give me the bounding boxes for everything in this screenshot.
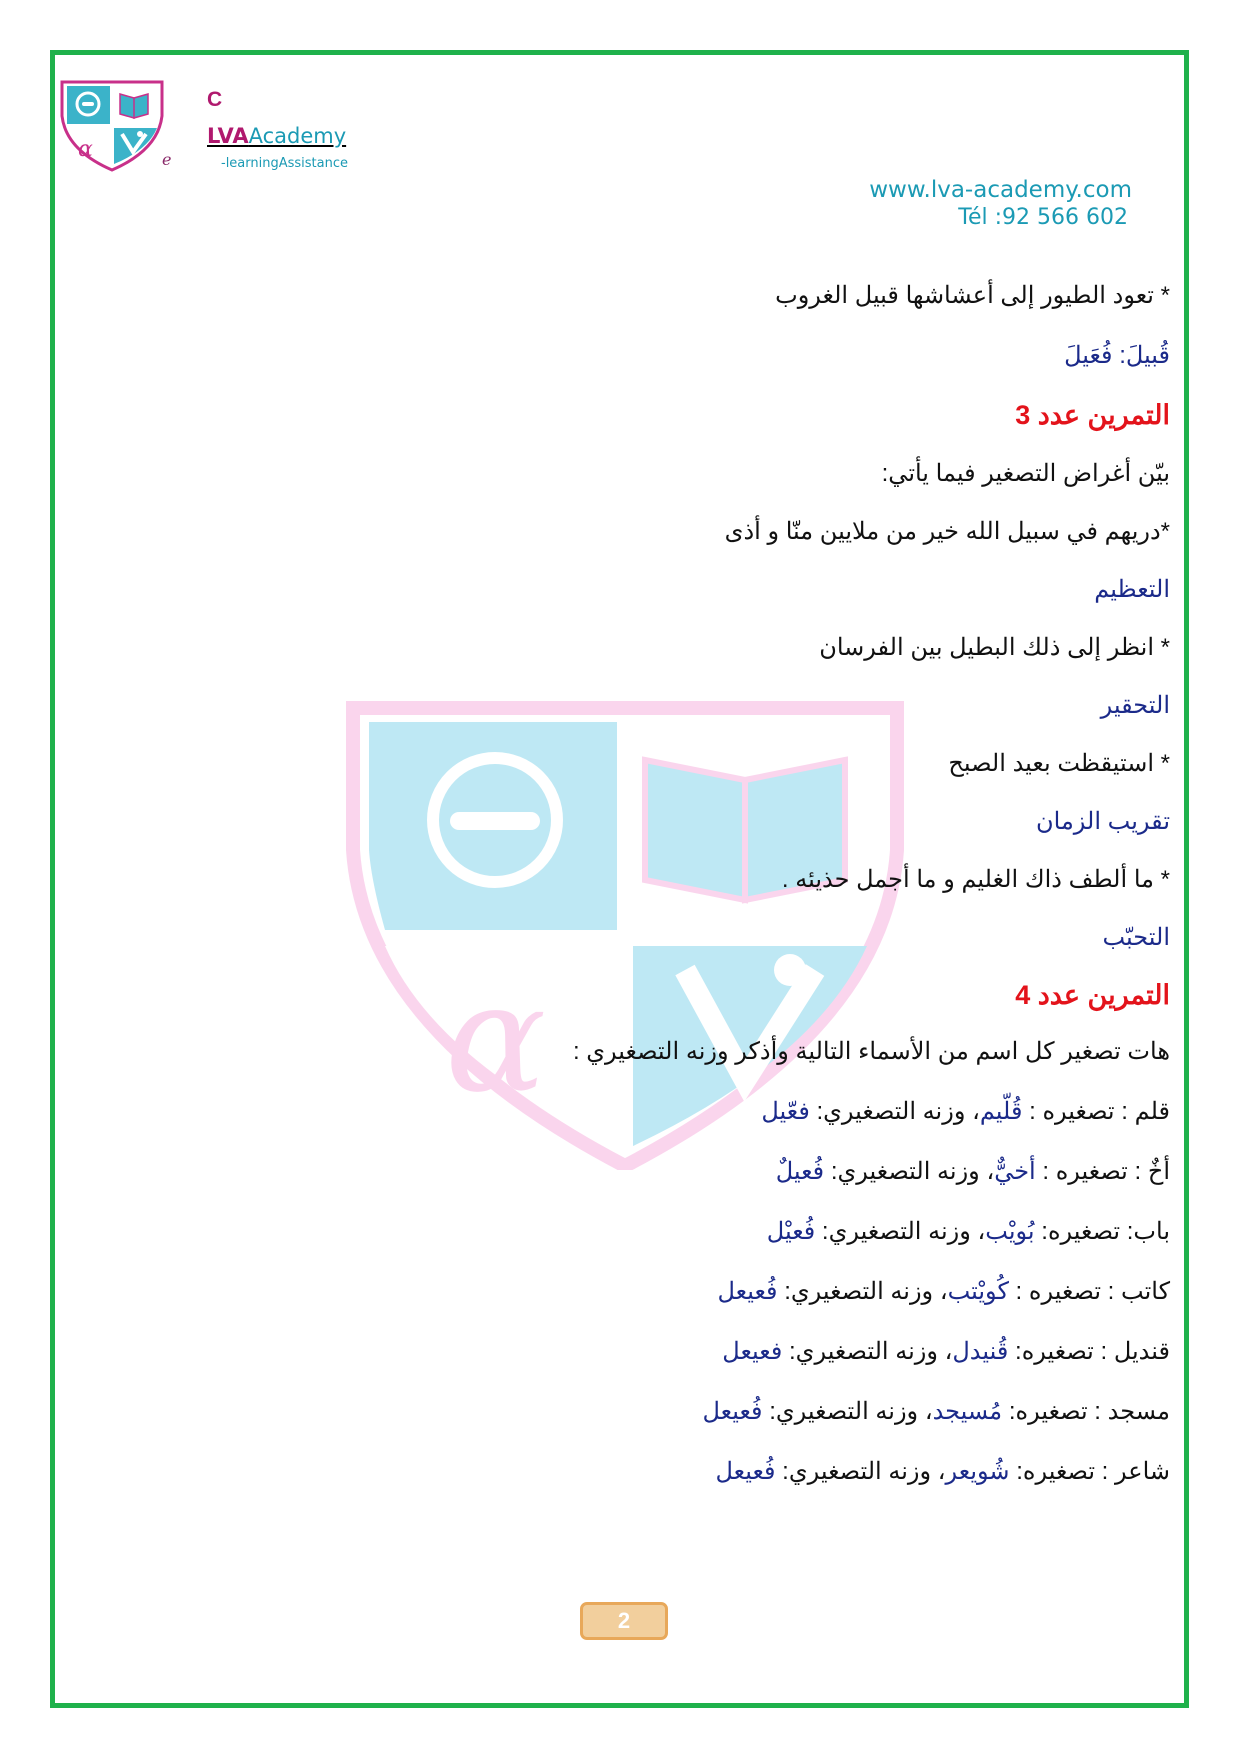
worksheet-content xyxy=(120,278,1170,1490)
exercise-3-sentence: * ما ألطف ذاك الغليم و ما أجمل حذيئه . xyxy=(781,866,1170,893)
exercise-3-answer: التعظيم xyxy=(1094,576,1170,603)
exercise-3-answer: تقريب الزمان xyxy=(1036,808,1170,835)
brand-name xyxy=(207,124,346,148)
exercise-4-instruction: هات تصغير كل اسم من الأسماء التالية وأذكر وزنه التصغيري : xyxy=(572,1038,1170,1065)
item-word: باب: تصغيره: xyxy=(1034,1218,1170,1245)
example-sentence: * تعود الطيور إلى أعشاشها قبيل الغروب xyxy=(775,282,1170,309)
item-diminutive: أخيٌّ xyxy=(994,1158,1036,1185)
phone-number: Tél :92 566 602 xyxy=(958,205,1128,230)
item-pattern: فُعيلٌ xyxy=(775,1158,825,1185)
exercise-3-sentence: * استيقظت بعيد الصبح xyxy=(948,750,1170,777)
brand-tagline: -learningAssistance xyxy=(221,156,348,171)
academy-logo-icon xyxy=(58,78,166,173)
item-word: كاتب : تصغيره : xyxy=(1008,1278,1170,1305)
item-pattern: فعيعل xyxy=(722,1338,783,1365)
item-label: ، وزنه التصغيري: xyxy=(824,1158,995,1185)
brand-lva: LVA xyxy=(207,124,249,148)
page-number: 2 xyxy=(580,1602,668,1640)
item-word: قلم : تصغيره : xyxy=(1022,1098,1170,1125)
item-label: ، وزنه التصغيري: xyxy=(809,1098,980,1125)
logo-e-mark: e xyxy=(162,150,172,169)
item-label: ، وزنه التصغيري: xyxy=(775,1458,946,1485)
svg-text:α: α xyxy=(78,137,93,162)
exercise-3-sentence: * انظر إلى ذلك البطيل بين الفرسان xyxy=(819,634,1170,661)
exercise-4-title: التمرين عدد 4 xyxy=(1015,980,1170,1010)
item-word: قنديل : تصغيره: xyxy=(1008,1338,1170,1365)
item-pattern: فُعيعل xyxy=(717,1278,778,1305)
item-diminutive: مُسيجد xyxy=(932,1398,1003,1425)
item-pattern: فعّيل xyxy=(761,1098,810,1125)
item-word: شاعر : تصغيره: xyxy=(1009,1458,1170,1485)
exercise-4-item xyxy=(120,1094,1170,1130)
item-label: ، وزنه التصغيري: xyxy=(777,1278,948,1305)
item-diminutive: كُويْتب xyxy=(947,1278,1009,1305)
exercise-3-answer: التحقير xyxy=(1100,692,1170,719)
item-diminutive: شُويعر xyxy=(945,1458,1010,1485)
item-pattern: فُعيْل xyxy=(766,1218,816,1245)
exercise-3-instruction: بيّن أغراض التصغير فيما يأتي: xyxy=(881,460,1170,487)
item-pattern: فُعيعل xyxy=(715,1458,776,1485)
item-diminutive: بُويْب xyxy=(985,1218,1035,1245)
website-link[interactable]: www.lva-academy.com xyxy=(869,177,1132,203)
brand-academy: Academy xyxy=(248,124,347,148)
item-label: ، وزنه التصغيري: xyxy=(815,1218,986,1245)
svg-text:α: α xyxy=(445,952,547,1126)
item-word: أخٌ : تصغيره : xyxy=(1035,1158,1170,1185)
item-diminutive: قُلّيم xyxy=(979,1098,1023,1125)
item-diminutive: قُنيدل xyxy=(952,1338,1009,1365)
exercise-4-item xyxy=(120,1274,1170,1310)
contact-info xyxy=(869,176,1132,232)
exercise-3-answer: التحبّب xyxy=(1102,924,1170,951)
exercise-4-item xyxy=(120,1454,1170,1490)
item-label: ، وزنه التصغيري: xyxy=(782,1338,953,1365)
exercise-4-item xyxy=(120,1394,1170,1430)
exercise-4-item xyxy=(120,1154,1170,1190)
item-label: ، وزنه التصغيري: xyxy=(762,1398,933,1425)
exercise-3-title: التمرين عدد 3 xyxy=(1015,400,1170,430)
item-pattern: فُعيعل xyxy=(702,1398,763,1425)
exercise-4-item xyxy=(120,1334,1170,1370)
brand-letter: C xyxy=(207,88,223,111)
exercise-3-sentence: *دريهم في سبيل الله خير من ملايين منّا و أذى xyxy=(724,518,1170,545)
example-answer: قُبيلَ: فُعَيلَ xyxy=(1064,342,1170,369)
item-word: مسجد : تصغيره: xyxy=(1002,1398,1170,1425)
exercise-4-item xyxy=(120,1214,1170,1250)
